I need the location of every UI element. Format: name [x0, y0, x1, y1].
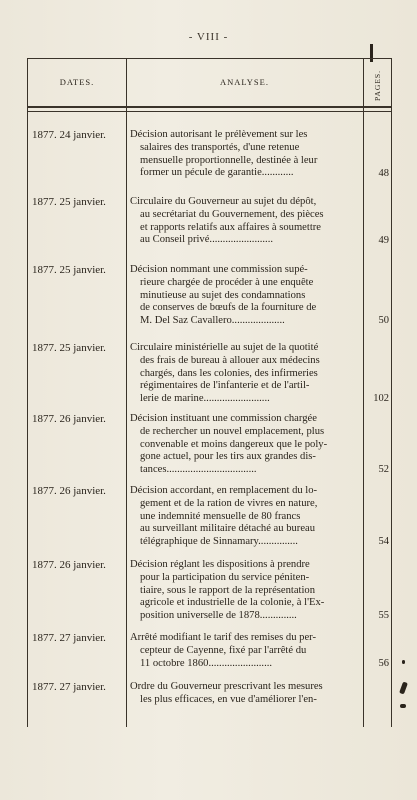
analysis-line: Décision réglant les dispositions à prendre: [130, 559, 310, 570]
entry-date: 1877. 25 janvier.: [32, 342, 106, 354]
entry-date: 1877. 26 janvier.: [32, 559, 106, 571]
entry-date: 1877. 26 janvier.: [32, 485, 106, 497]
header-pages: PAGES.: [372, 69, 382, 101]
entry-page: 102: [373, 393, 389, 404]
header-double-rule: [28, 106, 391, 112]
analysis-line: Ordre du Gouverneur prescrivant les mesures: [130, 681, 323, 692]
entry-analysis: [130, 559, 359, 623]
entry-analysis: [130, 681, 359, 707]
analysis-line: 11 octobre 1860........................: [140, 657, 273, 669]
analysis-line: régimentaires de l'infanterie et de l'artil-: [140, 380, 310, 392]
analysis-line: gone actuel, pour les tirs aux grandes dis-: [140, 451, 316, 463]
analysis-line: chargés, dans les colonies, des infirmeries: [140, 367, 318, 379]
analysis-line: minutieuse au sujet des condamnations: [140, 289, 306, 301]
entry-date: 1877. 24 janvier.: [32, 129, 106, 141]
entry-analysis: [130, 129, 359, 180]
analysis-line: lerie de marine.........................: [140, 393, 270, 405]
analysis-line: Décision nommant une commission supé-: [130, 264, 308, 275]
entry-page: 54: [378, 536, 389, 547]
analysis-line: Arrêté modifiant le tarif des remises du per-: [130, 632, 316, 643]
entry-analysis: [130, 264, 359, 328]
analysis-line: rieure chargée de procéder à une enquête: [140, 276, 314, 288]
analysis-line: Décision instituant une commission chargée: [130, 413, 317, 424]
entry-analysis: [130, 413, 359, 477]
entry-page: 56: [378, 658, 389, 669]
entry-date: 1877. 25 janvier.: [32, 196, 106, 208]
analysis-line: de conserves de bœufs de la fourniture de: [140, 302, 317, 314]
analysis-line: Circulaire du Gouverneur au sujet du dépôt,: [130, 196, 317, 207]
entry-page: 52: [378, 464, 389, 475]
header-analyse: ANALYSE.: [220, 77, 269, 87]
analysis-line: de rechercher un nouvel emplacement, plus: [140, 425, 325, 437]
analysis-line: M. Del Saz Cavallero....................: [140, 315, 285, 327]
entry-analysis: [130, 632, 359, 670]
analysis-line: tances..................................: [140, 464, 257, 476]
entry-page: 49: [378, 235, 389, 246]
entry-date: 1877. 27 janvier.: [32, 681, 106, 693]
analysis-line: convenable et moins dangereux que le poly-: [140, 438, 328, 450]
analysis-line: mensuelle proportionnelle, destinée à leur: [140, 154, 318, 166]
analysis-line: agricole et industrielle de la colonie, à l'Ex-: [140, 597, 325, 609]
analysis-line: position universelle de 1878..............: [140, 610, 297, 622]
entry-date: 1877. 26 janvier.: [32, 413, 106, 425]
analysis-line: une indemnité mensuelle de 80 francs: [140, 510, 301, 522]
analysis-line: des frais de bureau à allouer aux médecins: [140, 354, 320, 366]
analysis-line: au surveillant militaire détaché au bureau: [140, 523, 316, 535]
analysis-line: tiaire, sous le rapport de la représentation: [140, 584, 316, 596]
entry-analysis: [130, 485, 359, 549]
page-number: - VIII -: [188, 31, 229, 43]
analysis-line: pour la participation du service péniten-: [140, 571, 310, 583]
analysis-line: au Conseil privé........................: [140, 234, 273, 246]
analysis-line: et rapports relatifs aux affaires à soumettre: [140, 221, 321, 233]
header-pages-cell: [365, 63, 389, 107]
margin-ink-marks: [398, 660, 412, 720]
header-dates: DATES.: [59, 77, 95, 87]
entry-page: 50: [378, 315, 389, 326]
entry-analysis: [130, 342, 359, 406]
analysis-line: les plus efficaces, en vue d'améliorer l'en-: [140, 693, 317, 705]
table-header: [28, 59, 391, 105]
analysis-line: salaires des transportés, d'une retenue: [140, 141, 300, 153]
analysis-line: Décision accordant, en remplacement du lo-: [130, 485, 318, 496]
analysis-line: cepteur de Cayenne, fixé par l'arrêté du: [140, 644, 307, 656]
column-rule-pages: [363, 59, 364, 727]
entry-date: 1877. 25 janvier.: [32, 264, 106, 276]
entry-page: 48: [378, 168, 389, 179]
analysis-line: gement et de la ration de vivres en nature,: [140, 497, 318, 509]
analysis-line: au secrétariat du Gouvernement, des pièces: [140, 208, 324, 220]
entry-page: 55: [378, 610, 389, 621]
analysis-line: Circulaire ministérielle au sujet de la quotité: [130, 342, 319, 353]
entry-date: 1877. 27 janvier.: [32, 632, 106, 644]
analysis-line: former un pécule de garantie............: [140, 167, 294, 179]
column-rule-dates: [126, 59, 127, 727]
analysis-line: Décision autorisant le prélèvement sur les: [130, 129, 308, 140]
index-table: [27, 58, 392, 727]
entry-analysis: [130, 196, 359, 247]
analysis-line: télégraphique de Sinnamary...............: [140, 536, 298, 548]
